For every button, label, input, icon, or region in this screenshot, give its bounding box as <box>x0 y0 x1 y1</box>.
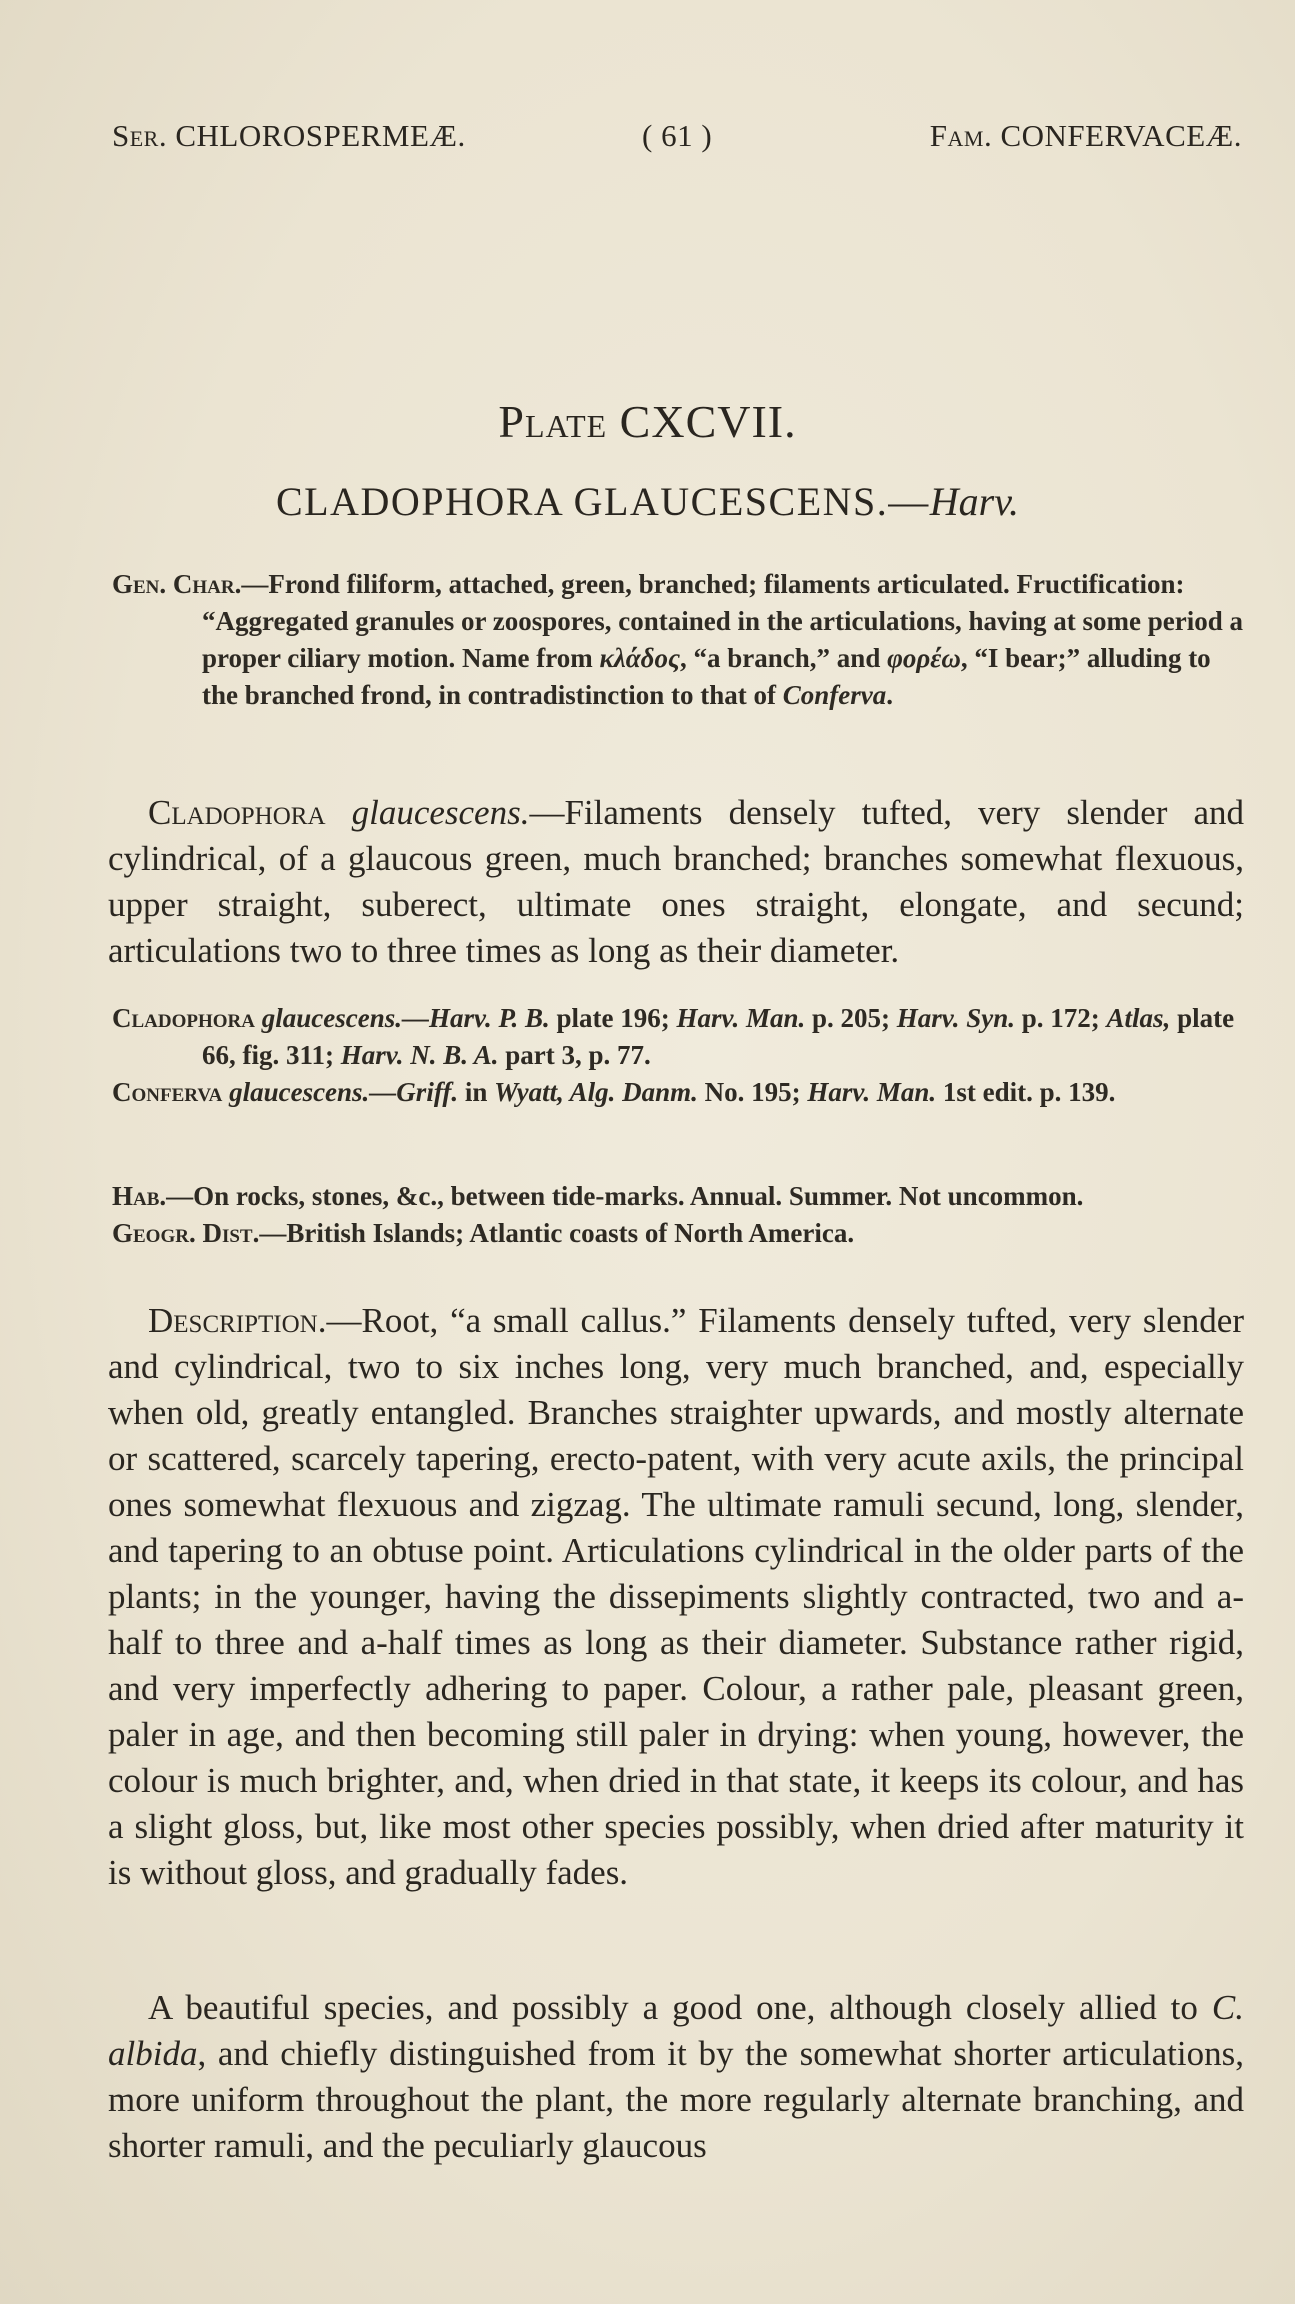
synonym-citation: Harv. Syn. <box>896 1003 1016 1033</box>
synonym-genus: Conferva <box>112 1077 223 1107</box>
distribution-text: —British Islands; Atlantic coasts of North America. <box>259 1218 855 1248</box>
description-text: —Root, “a small callus.” Filaments densely tufted, very slender and cylindrical, two to six inches long, very much branched, and, especially when old, greatly entangled. Branches straighter upwards, and mostly alternate or scattered, scarcely tapering, erecto-patent, with very acute axils, the principal ones somewhat flexuous and zigzag. The ultimate ramuli secund, long, slender, and tapering to an obtuse point. Articulations cylindrical in the older parts of the plants; in the younger, having the dissepiments slightly contracted, two and a-half to three and a-half times as long as their diameter. Substance rather rigid, and very imperfectly adhering to paper. Colour, a rather pale, pleasant green, paler in age, and then becoming still paler in drying: when young, however, the colour is much brighter, and, when dried in that state, it keeps its colour, and has a slight gloss, but, like most other species possibly, when dried after maturity it is without gloss, and gradually fades. <box>108 1301 1244 1892</box>
remark-species: C. albida <box>108 1988 1244 2073</box>
habitat-label: Hab. <box>112 1181 167 1211</box>
diagnosis-species: glaucescens. <box>351 793 530 832</box>
species-author: Harv. <box>929 479 1020 524</box>
synonym-reference: 1st edit. p. 139. <box>936 1077 1116 1107</box>
greek-word-klados: κλάδος <box>599 643 681 673</box>
plate-title: Plate CXCVII. <box>498 396 797 447</box>
page-number: ( 61 ) <box>642 118 713 153</box>
genus-conferva: Conferva <box>782 680 887 710</box>
genus-character <box>112 566 1244 714</box>
synonym-citation: Wyatt, Alg. Danm. <box>494 1077 698 1107</box>
habitat-text: —On rocks, stones, &c., between tide-marks. Annual. Summer. Not uncommon. <box>166 1181 1084 1211</box>
series-heading: Ser. CHLOROSPERMEÆ. <box>112 118 466 153</box>
synonym-genus: Cladophora <box>112 1003 255 1033</box>
family-heading: Fam. CONFERVACEÆ. <box>929 118 1242 153</box>
diagnosis-text: —Filaments densely tufted, very slender and cylindrical, of a glaucous green, much branched; branches somewhat flexuous, upper straight, suberect, ultimate ones straight, elongate, and secund; articulations two to three times as long as their diameter. <box>108 793 1244 970</box>
genus-character-text-a: —Frond filiform, attached, green, branched; filaments articulated. Fructification: “Aggregated granules or zoospores, contained in the articulations, having at some period a proper ciliary motion. Name from <box>202 569 1243 673</box>
synonym-entry <box>112 1074 1244 1111</box>
synonym-reference: plate 196; <box>549 1003 677 1033</box>
remark-text-b: , and chiefly distinguished from it by the somewhat shorter articulations, more uniform throughout the plant, the more regularly alternate branching, and shorter ramuli, and the peculiarly glaucous <box>108 2034 1244 2165</box>
synonym-citation: Harv. Man. <box>807 1077 937 1107</box>
synonym-reference: p. 205; <box>805 1003 897 1033</box>
description-section <box>108 1298 1244 1896</box>
species-name: CLADOPHORA GLAUCESCENS.— <box>275 479 930 524</box>
genus-character-text-c: , “I bear;” alluding to the branched frond, in contradistinction to that of <box>202 643 1211 710</box>
synonym-reference: in <box>458 1077 495 1107</box>
synonym-citation: Atlas, <box>1106 1003 1171 1033</box>
genus-character-end: . <box>886 680 894 710</box>
genus-character-text-b: , “a branch,” and <box>680 643 888 673</box>
diagnosis-genus: Cladophora <box>148 793 326 832</box>
synonym-reference: part 3, p. 77. <box>498 1040 651 1070</box>
species-diagnosis <box>108 790 1244 974</box>
synonym-reference: p. 172; <box>1015 1003 1107 1033</box>
synonym-citation: glaucescens.—Harv. P. B. <box>255 1003 550 1033</box>
distribution-label: Geogr. Dist. <box>112 1218 260 1248</box>
synonym-reference: plate 66, fig. 311; <box>202 1003 1235 1070</box>
description-label: Description. <box>148 1301 327 1340</box>
species-title <box>0 478 1295 525</box>
synonym-citation: Harv. Man. <box>676 1003 806 1033</box>
remark-paragraph <box>108 1985 1244 2169</box>
remark-text-a: A beautiful species, and possibly a good one, although closely allied to <box>148 1988 1212 2027</box>
synonymy-list <box>112 1000 1244 1111</box>
synonym-citation: glaucescens.—Griff. <box>222 1077 459 1107</box>
habitat-section <box>112 1178 1244 1252</box>
synonym-reference: No. 195; <box>697 1077 808 1107</box>
synonym-entry <box>112 1000 1244 1074</box>
greek-word-phoreo: φορέω <box>887 643 961 673</box>
synonym-citation: Harv. N. B. A. <box>340 1040 499 1070</box>
running-header <box>112 118 1242 158</box>
genus-character-label: Gen. Char. <box>112 569 242 599</box>
